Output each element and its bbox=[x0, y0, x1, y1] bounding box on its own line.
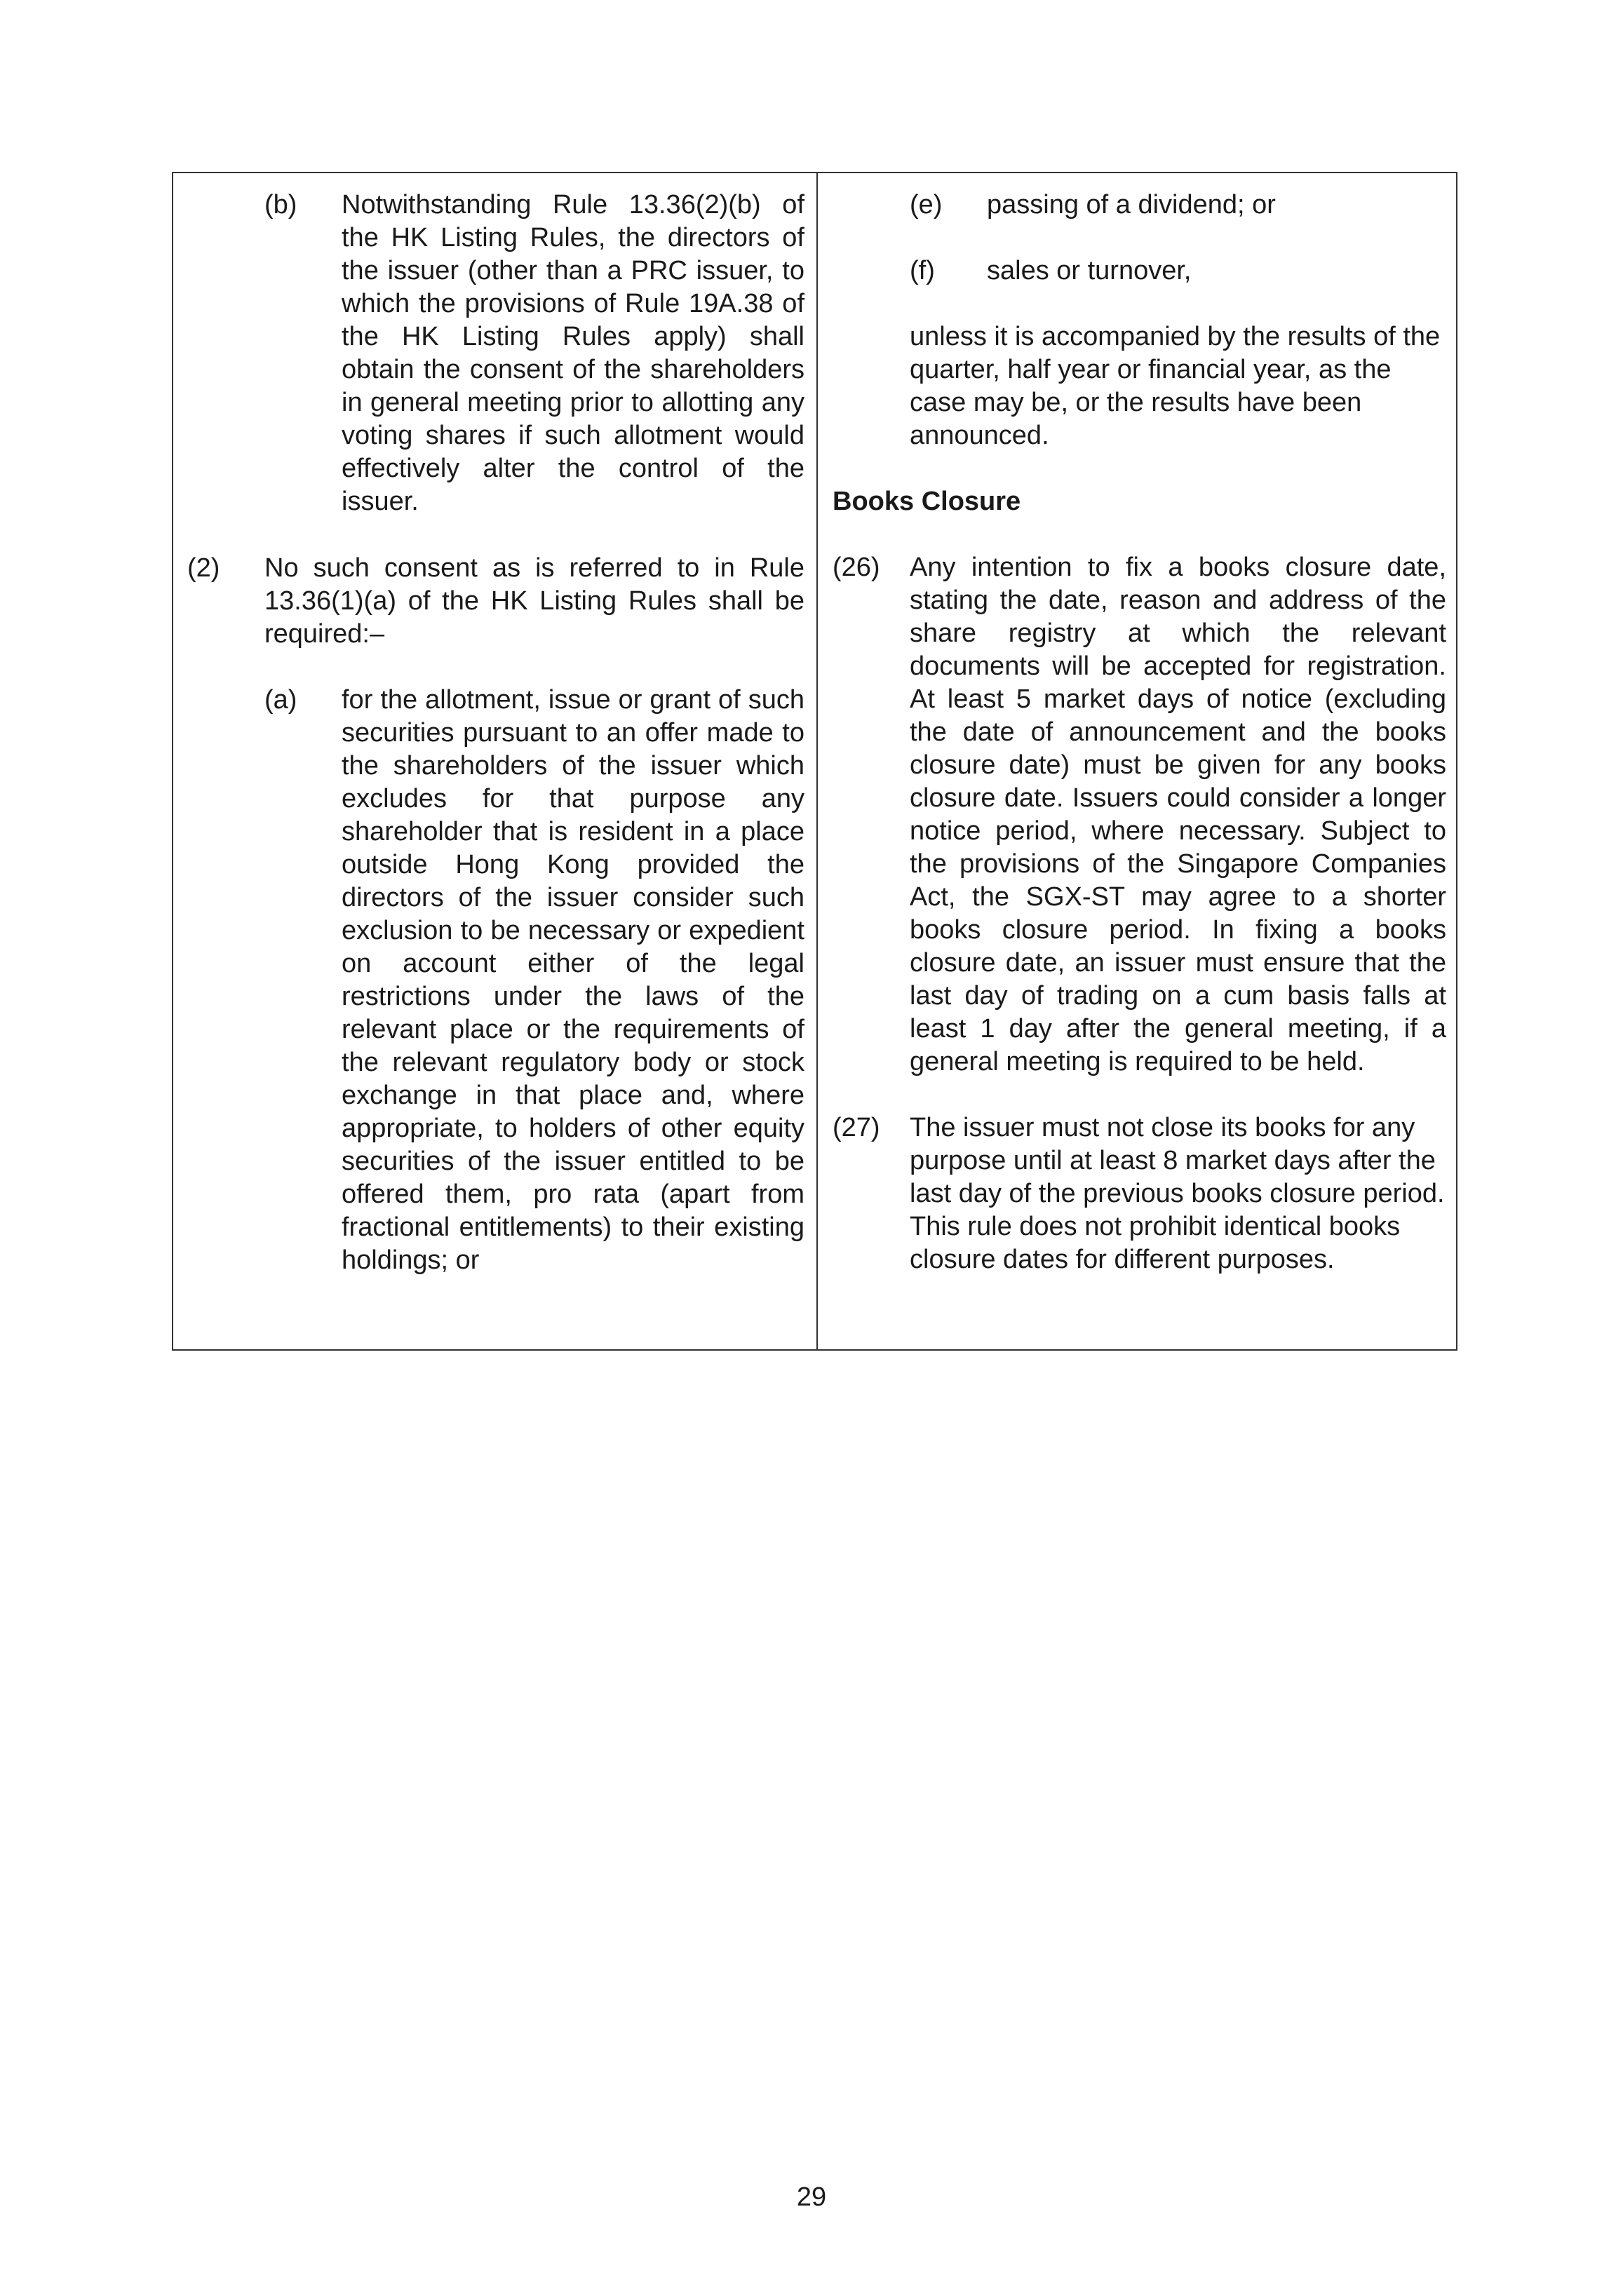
rule-item-26 bbox=[833, 551, 1446, 1079]
section-heading: Books Closure bbox=[833, 487, 1021, 516]
column-divider bbox=[816, 173, 818, 1349]
rule-item-e bbox=[910, 189, 1446, 222]
item-label: (f) bbox=[910, 256, 935, 285]
item-text: Any intention to fix a books closure date, stating the date, reason and address of the share registry at which the relevant documents will be accepted for registration. At least 5 market days of notice (excluding the date of announcement and the books closure date) must be given for any books closure date. Issuers could consider a longer notice period, where necessary. Subject to the provisions of the Singapore Companies Act, the SGX-ST may agree to a shorter books closure period. In fixing a books closure date, an issuer must ensure that the last day of trading on a cum basis falls at least 1 day after the general meeting, if a general meeting is required to be held. bbox=[910, 553, 1446, 1076]
left-column bbox=[187, 189, 804, 1277]
rules-table bbox=[172, 172, 1457, 1351]
item-label: (27) bbox=[833, 1113, 880, 1142]
item-label: (a) bbox=[264, 685, 297, 715]
rule-item-a bbox=[264, 684, 804, 1277]
rule-item-f bbox=[910, 255, 1446, 288]
unless-paragraph: unless it is accompanied by the results of the quarter, half year or financial year, as the case may be, or the results have been announced. bbox=[910, 322, 1441, 450]
item-text: for the allotment, issue or grant of such securities pursuant to an offer made to the shareholders of the issuer which excludes for that purpose any shareholder that is resident in a place outside Hong Kong provided the directors of the issuer consider such exclusion to be necessary or expedient on account either of the legal restrictions under the laws of the relevant place or the requirements of the relevant regulatory body or stock exchange in that place and, where appropriate, to holders of other equity securities of the issuer entitled to be offered them, pro rata (apart from fractional entitlements) to their existing holdings; or bbox=[342, 685, 804, 1275]
item-label: (e) bbox=[910, 190, 943, 220]
item-text: sales or turnover, bbox=[987, 256, 1192, 285]
item-label: (2) bbox=[187, 553, 220, 583]
item-text: The issuer must not close its books for any purpose until at least 8 market days after the last day of the previous books closure period. This rule does not prohibit identical books closure dates for different purposes. bbox=[910, 1113, 1445, 1274]
item-label: (26) bbox=[833, 553, 880, 582]
item-text: Notwithstanding Rule 13.36(2)(b) of the HK Listing Rules, the directors of the issuer (other than a PRC issuer, to which the provisions of Rule 19A.38 of the HK Listing Rules apply) shall obtain the consent of the shareholders in general meeting prior to allotting any voting shares if such allotment would effectively alter the control of the issuer. bbox=[342, 190, 804, 516]
right-column bbox=[833, 189, 1446, 1276]
item-text: passing of a dividend; or bbox=[987, 190, 1276, 220]
rule-item-27 bbox=[833, 1112, 1446, 1276]
item-label: (b) bbox=[264, 190, 297, 220]
item-text: No such consent as is referred to in Rule 13.36(1)(a) of the HK Listing Rules shall be required:– bbox=[264, 553, 804, 649]
rule-item-2 bbox=[187, 552, 804, 651]
rule-item-b bbox=[264, 189, 804, 518]
page-number: 29 bbox=[796, 2182, 827, 2212]
